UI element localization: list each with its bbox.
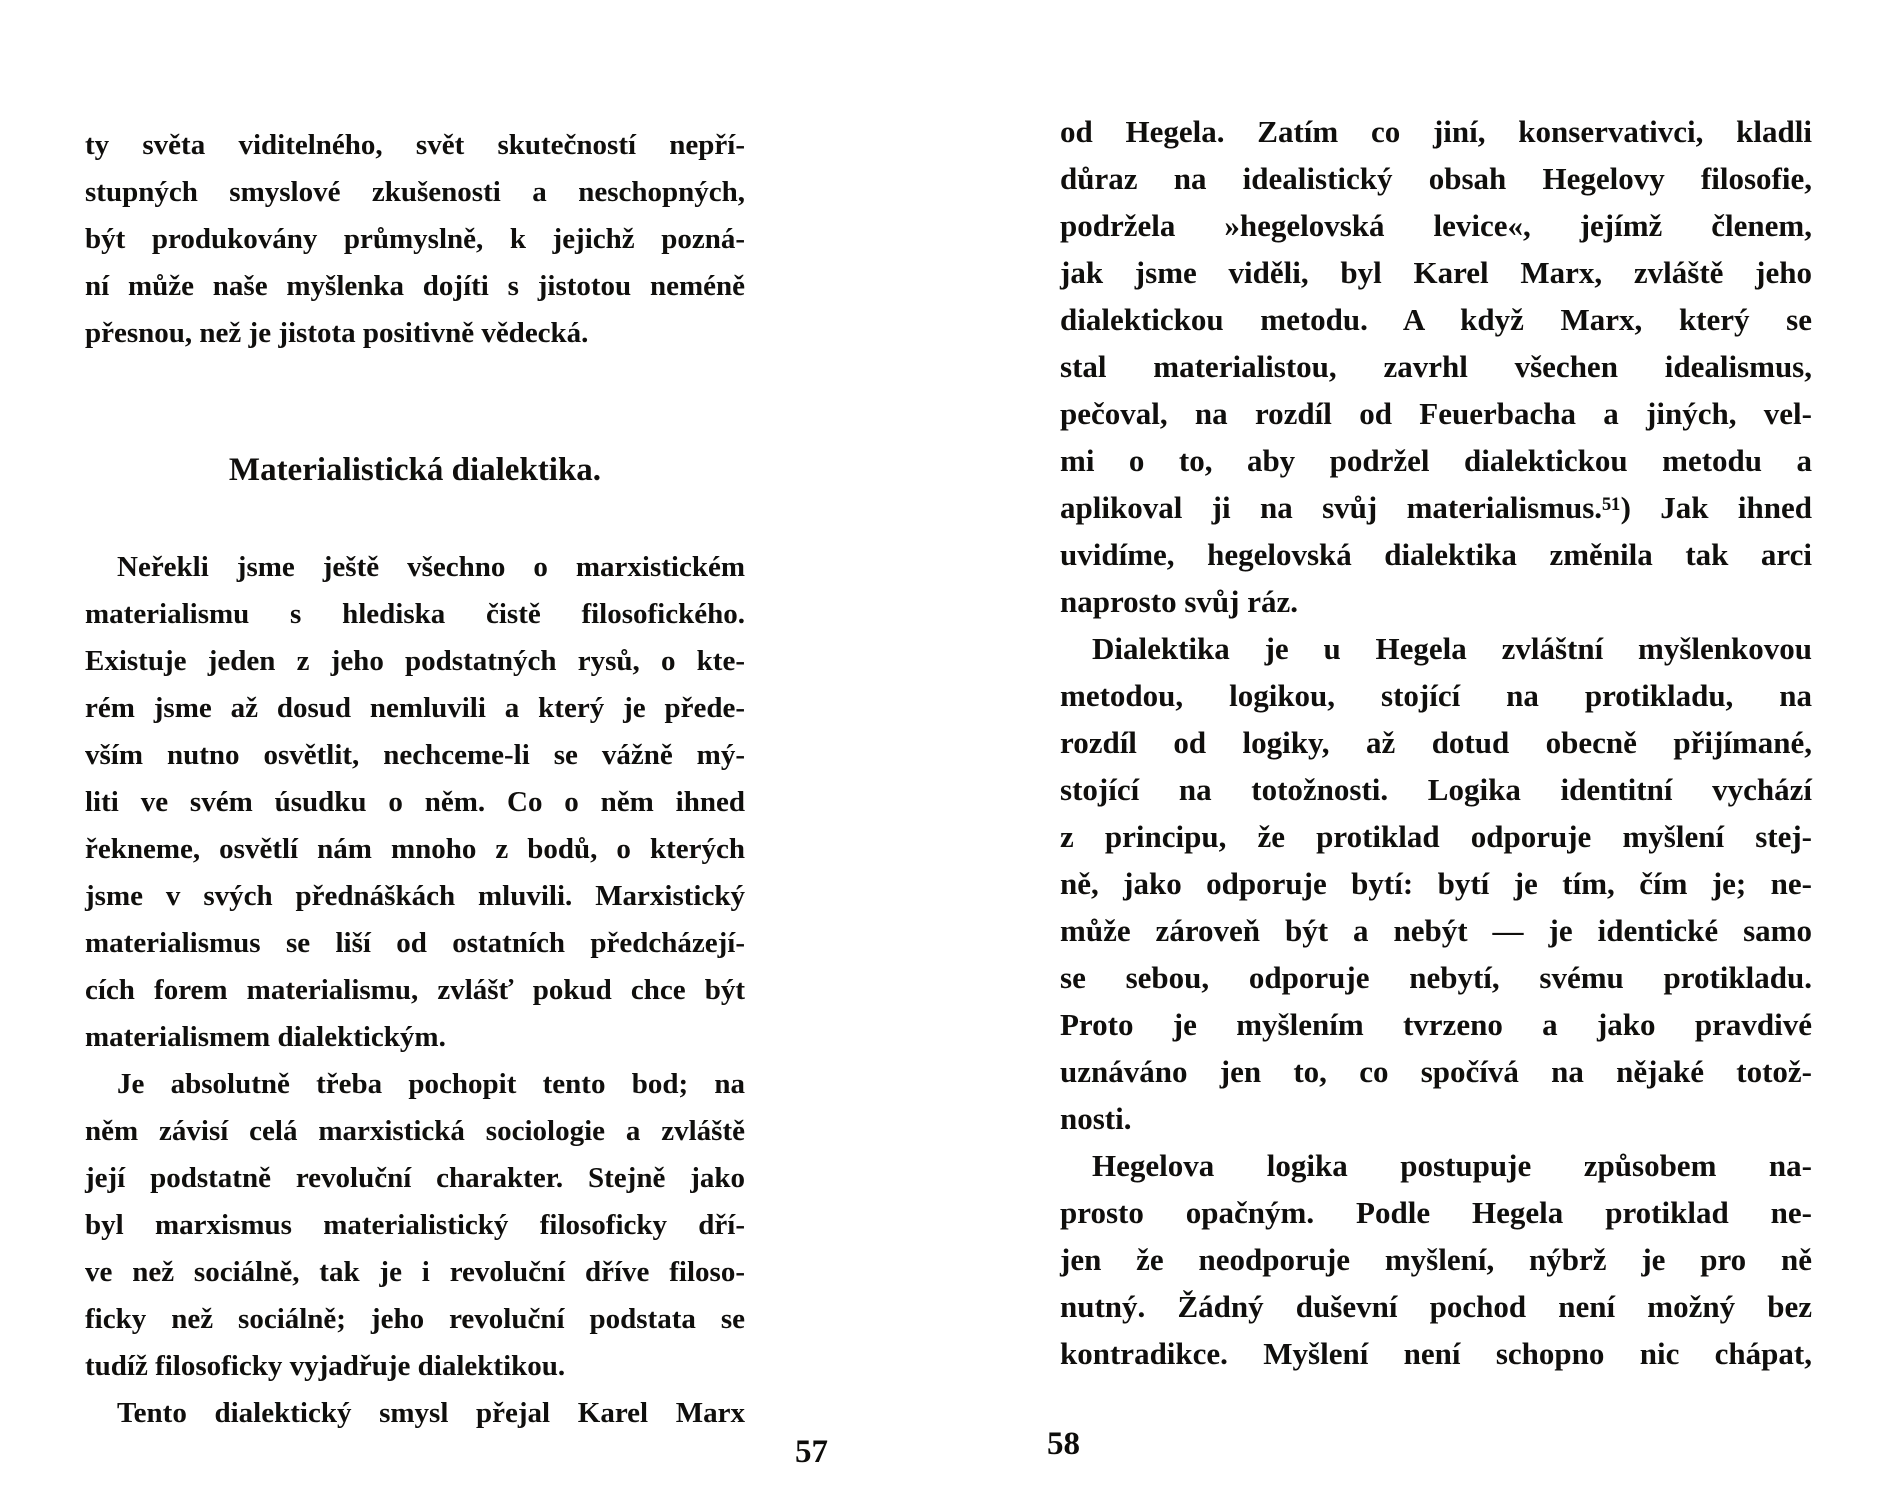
text-line: jen že neodporuje myšlení, nýbrž je pro ně — [1060, 1242, 1812, 1277]
text-line: ty světa viditelného, svět skutečností nepří- — [85, 129, 745, 161]
text-line: jsme v svých přednáškách mluvili. Marxistický — [85, 880, 745, 912]
text-line: Dialektika je u Hegela zvláštní myšlenkovou — [1092, 631, 1812, 666]
text-line: důraz na idealistický obsah Hegelovy filosofie, — [1060, 161, 1812, 196]
text-line: stal materialistou, zavrhl všechen idealismus, — [1060, 349, 1812, 384]
page-number-right: 58 — [1047, 1426, 1080, 1462]
text-line: mi o to, aby podržel dialektickou metodu a — [1060, 443, 1812, 478]
text-line: přesnou, než je jistota positivně vědecká. — [85, 317, 589, 349]
text-line: nutný. Žádný duševní pochod není možný bez — [1060, 1289, 1812, 1324]
text-line: řekneme, osvětlí nám mnoho z bodů, o kterých — [85, 833, 745, 865]
text-line: její podstatně revoluční charakter. Stejně jako — [85, 1162, 745, 1194]
text-line: cích forem materialismu, zvlášť pokud chce být — [85, 974, 745, 1006]
text-line: rém jsme až dosud nemluvili a který je přede- — [85, 692, 745, 724]
text-line: nosti. — [1060, 1101, 1132, 1136]
text-line: naprosto svůj ráz. — [1060, 584, 1298, 619]
text-line: ve než sociálně, tak je i revoluční dříve filoso- — [85, 1256, 745, 1288]
text-line: tudíž filosoficky vyjadřuje dialektikou. — [85, 1350, 566, 1382]
text-line: prosto opačným. Podle Hegela protiklad ne- — [1060, 1195, 1812, 1230]
text-line: materialismus se liší od ostatních předcházejí- — [85, 927, 745, 959]
text-line: rozdíl od logiky, až dotud obecně přijímané, — [1060, 725, 1812, 760]
text-line: metodou, logikou, stojící na protikladu, na — [1060, 678, 1812, 713]
text-line: se sebou, odporuje nebytí, svému protikladu. — [1060, 960, 1812, 995]
text-line: dialektickou metodu. A když Marx, který se — [1060, 302, 1812, 337]
text-line: stupných smyslové zkušenosti a neschopných, — [85, 176, 745, 208]
text-line: něm závisí celá marxistická sociologie a zvláště — [85, 1115, 745, 1147]
text-line: Je absolutně třeba pochopit tento bod; na — [117, 1068, 745, 1100]
text-line: kontradikce. Myšlení není schopno nic chápat, — [1060, 1336, 1812, 1371]
text-line: Existuje jeden z jeho podstatných rysů, o kte- — [85, 645, 745, 677]
text-line: materialismem dialektickým. — [85, 1021, 446, 1053]
text-line: stojící na totožnosti. Logika identitní vychází — [1060, 772, 1812, 807]
text-line: Tento dialektický smysl přejal Karel Marx — [117, 1397, 745, 1429]
text-line: vším nutno osvětlit, nechceme-li se vážně mý- — [85, 739, 745, 771]
text-line: uznáváno jen to, co spočívá na nějaké totož- — [1060, 1054, 1812, 1089]
left-page-column — [85, 122, 745, 1437]
text-line: jak jsme viděli, byl Karel Marx, zvláště jeho — [1060, 255, 1812, 290]
text-line: z principu, že protiklad odporuje myšlení stej- — [1060, 819, 1812, 854]
text-line: být produkovány průmyslně, k jejichž pozná- — [85, 223, 745, 255]
text-line: materialismu s hlediska čistě filosofického. — [85, 598, 745, 630]
text-line: liti ve svém úsudku o něm. Co o něm ihned — [85, 786, 745, 818]
text-line: od Hegela. Zatím co jiní, konservativci, kladli — [1060, 114, 1812, 149]
text-line: Proto je myšlením tvrzeno a jako pravdivé — [1060, 1007, 1812, 1042]
text-line: ficky než sociálně; jeho revoluční podstata se — [85, 1303, 745, 1335]
page-number-left: 57 — [795, 1434, 828, 1470]
text-line: ně, jako odporuje bytí: bytí je tím, čím je; ne- — [1060, 866, 1812, 901]
text-line: podržela »hegelovská levice«, jejímž členem, — [1060, 208, 1812, 243]
right-page-column — [1060, 108, 1812, 1377]
text-line: pečoval, na rozdíl od Feuerbacha a jiných, vel- — [1060, 396, 1812, 431]
text-line: byl marxismus materialistický filosoficky dří- — [85, 1209, 745, 1241]
text-line: uvidíme, hegelovská dialektika změnila tak arci — [1060, 537, 1812, 572]
text-line: může zároveň být a nebýt — je identické samo — [1060, 913, 1812, 948]
text-line: Hegelova logika postupuje způsobem na- — [1092, 1148, 1812, 1183]
section-heading: Materialistická dialektika. — [228, 452, 602, 488]
text-line: aplikoval ji na svůj materialismus.⁵¹) Jak ihned — [1060, 490, 1812, 525]
text-line: ní může naše myšlenka dojíti s jistotou neméně — [85, 270, 745, 302]
text-line: Neřekli jsme ještě všechno o marxistickém — [117, 551, 745, 583]
